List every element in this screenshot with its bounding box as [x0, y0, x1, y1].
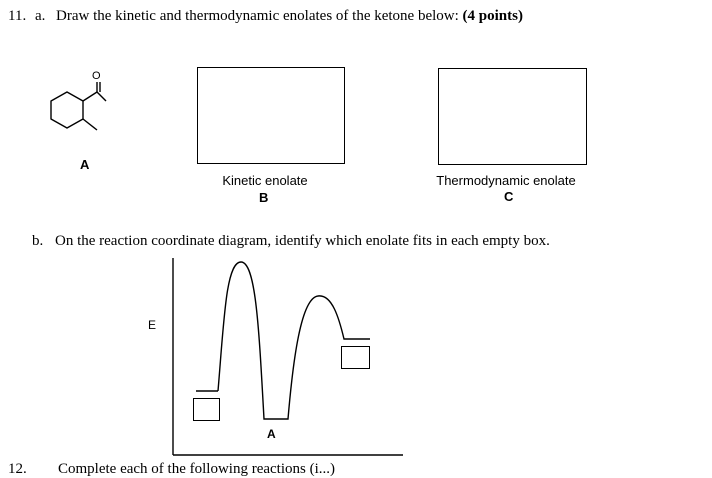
kinetic-enolate-letter: B — [259, 190, 269, 205]
compound-a-label: A — [80, 157, 90, 172]
energy-axis-label: E — [148, 318, 157, 332]
part-b-letter: b. — [32, 233, 44, 249]
part-a-text: Draw the kinetic and thermodynamic enolates of the ketone below: — [56, 8, 459, 24]
valley-label: A — [267, 427, 276, 441]
part-b-text: On the reaction coordinate diagram, identify which enolate fits in each empty box. — [55, 233, 550, 249]
next-question-text: Complete each of the following reactions (i...) — [58, 461, 335, 477]
part-a-points: (4 points) — [462, 8, 523, 24]
diagram-box-low[interactable] — [193, 398, 220, 421]
thermodynamic-enolate-caption: Thermodynamic enolate — [436, 173, 576, 188]
oxygen-label: O — [92, 70, 101, 82]
thermodynamic-enolate-letter: C — [504, 189, 514, 204]
kinetic-enolate-caption: Kinetic enolate — [222, 173, 308, 188]
diagram-box-high[interactable] — [341, 346, 370, 369]
part-a-letter: a. — [35, 8, 46, 24]
energy-profile-curve — [218, 262, 370, 419]
next-question-number: 12. — [8, 461, 27, 477]
question-number: 11. — [8, 8, 27, 24]
